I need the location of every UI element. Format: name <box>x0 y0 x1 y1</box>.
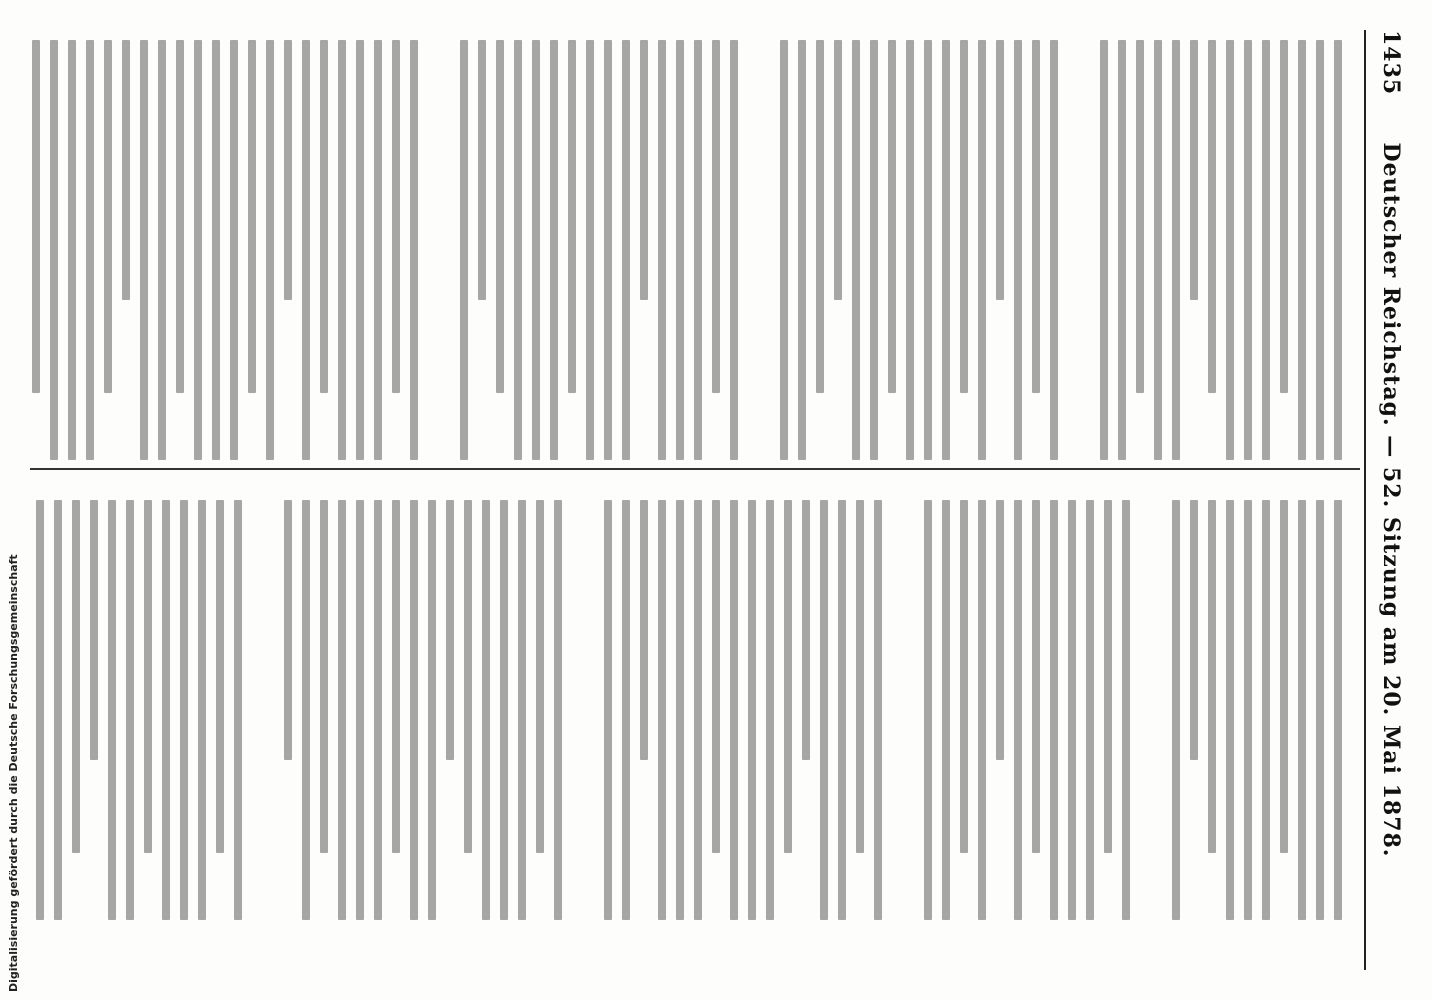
text-line-placeholder <box>694 40 702 460</box>
text-line-placeholder <box>284 40 292 300</box>
text-line-placeholder <box>676 500 684 920</box>
text-line-placeholder <box>978 40 986 460</box>
text-line-placeholder <box>712 500 720 853</box>
text-line-placeholder <box>942 500 950 920</box>
text-line-placeholder <box>90 500 98 760</box>
text-line-placeholder <box>1298 500 1306 920</box>
text-line-placeholder <box>1298 40 1306 460</box>
text-line-placeholder <box>496 40 504 393</box>
text-line-placeholder <box>604 40 612 460</box>
text-line-placeholder <box>266 40 274 460</box>
text-line-placeholder <box>1172 40 1180 460</box>
text-line-placeholder <box>158 40 166 460</box>
text-line-placeholder <box>374 500 382 920</box>
text-line-placeholder <box>924 500 932 920</box>
text-line-placeholder <box>676 40 684 460</box>
text-line-placeholder <box>1122 500 1130 920</box>
text-line-placeholder <box>212 40 220 460</box>
text-line-placeholder <box>428 500 436 920</box>
text-line-placeholder <box>748 500 756 920</box>
text-line-placeholder <box>86 40 94 460</box>
text-line-placeholder <box>834 40 842 300</box>
text-line-placeholder <box>1032 500 1040 853</box>
text-line-placeholder <box>838 500 846 920</box>
text-line-placeholder <box>36 500 44 920</box>
left-column <box>22 40 1352 460</box>
text-line-placeholder <box>1280 500 1288 853</box>
header-rule <box>1364 30 1366 970</box>
text-line-placeholder <box>1262 500 1270 920</box>
text-line-placeholder <box>1262 40 1270 460</box>
text-line-placeholder <box>54 500 62 920</box>
text-line-placeholder <box>302 40 310 460</box>
text-line-placeholder <box>464 500 472 853</box>
text-line-placeholder <box>72 500 80 853</box>
page-number: 1435 <box>1378 30 1404 96</box>
text-line-placeholder <box>532 40 540 460</box>
text-line-placeholder <box>1050 500 1058 920</box>
scan-credit <box>0 0 24 1000</box>
text-line-placeholder <box>622 40 630 460</box>
text-line-placeholder <box>108 500 116 920</box>
text-line-placeholder <box>870 40 878 460</box>
text-line-placeholder <box>482 500 490 920</box>
text-line-placeholder <box>1136 40 1144 393</box>
text-line-placeholder <box>1014 40 1022 460</box>
text-line-placeholder <box>216 500 224 853</box>
text-line-placeholder <box>356 40 364 460</box>
text-line-placeholder <box>568 40 576 393</box>
text-line-placeholder <box>1104 500 1112 853</box>
text-line-placeholder <box>410 500 418 920</box>
paragraph-break <box>748 40 770 460</box>
text-line-placeholder <box>1316 500 1324 920</box>
text-line-placeholder <box>554 500 562 920</box>
text-line-placeholder <box>1050 40 1058 460</box>
text-line-placeholder <box>730 500 738 920</box>
text-line-placeholder <box>780 40 788 460</box>
text-line-placeholder <box>500 500 508 920</box>
text-line-placeholder <box>68 40 76 460</box>
text-line-placeholder <box>1334 500 1342 920</box>
text-line-placeholder <box>284 500 292 760</box>
text-line-placeholder <box>338 500 346 920</box>
text-line-placeholder <box>1226 500 1234 920</box>
paragraph-break <box>1068 40 1090 460</box>
text-line-placeholder <box>338 40 346 460</box>
text-line-placeholder <box>410 40 418 460</box>
text-line-placeholder <box>996 40 1004 300</box>
text-line-placeholder <box>302 500 310 920</box>
text-line-placeholder <box>374 40 382 460</box>
right-column <box>22 500 1352 920</box>
text-line-placeholder <box>122 40 130 300</box>
text-line-placeholder <box>32 40 40 393</box>
text-line-placeholder <box>1316 40 1324 460</box>
text-line-placeholder <box>960 500 968 853</box>
paragraph-break <box>428 40 450 460</box>
text-line-placeholder <box>906 40 914 460</box>
text-line-placeholder <box>1244 40 1252 460</box>
text-line-placeholder <box>996 500 1004 760</box>
text-line-placeholder <box>104 40 112 393</box>
text-line-placeholder <box>1086 500 1094 920</box>
credit-text: Digitalisierung gefördert durch die Deutsche Forschungsgemeinschaft <box>7 554 20 992</box>
text-line-placeholder <box>198 500 206 920</box>
text-line-placeholder <box>1190 500 1198 760</box>
text-line-placeholder <box>888 40 896 393</box>
text-line-placeholder <box>144 500 152 853</box>
text-line-placeholder <box>622 500 630 920</box>
text-line-placeholder <box>162 500 170 920</box>
text-line-placeholder <box>856 500 864 853</box>
text-line-placeholder <box>1032 40 1040 393</box>
text-line-placeholder <box>140 40 148 460</box>
text-line-placeholder <box>518 500 526 920</box>
text-line-placeholder <box>194 40 202 460</box>
text-line-placeholder <box>392 40 400 393</box>
column-divider <box>30 468 1360 470</box>
text-line-placeholder <box>640 500 648 760</box>
text-line-placeholder <box>730 40 738 460</box>
text-line-placeholder <box>942 40 950 460</box>
text-line-placeholder <box>320 40 328 393</box>
text-line-placeholder <box>978 500 986 920</box>
text-line-placeholder <box>230 40 238 460</box>
text-line-placeholder <box>460 40 468 460</box>
text-line-placeholder <box>924 40 932 460</box>
text-line-placeholder <box>1014 500 1022 920</box>
text-line-placeholder <box>658 500 666 920</box>
paragraph-break <box>572 500 594 920</box>
paragraph-break <box>1140 500 1162 920</box>
text-line-placeholder <box>874 500 882 920</box>
text-line-placeholder <box>1190 40 1198 300</box>
text-line-placeholder <box>640 40 648 300</box>
text-line-placeholder <box>1100 40 1108 460</box>
text-line-placeholder <box>180 500 188 920</box>
text-line-placeholder <box>1226 40 1234 460</box>
text-line-placeholder <box>694 500 702 920</box>
text-line-placeholder <box>712 40 720 393</box>
text-line-placeholder <box>1068 500 1076 920</box>
paragraph-break <box>252 500 274 920</box>
text-line-placeholder <box>248 40 256 393</box>
running-header <box>1368 0 1404 1000</box>
text-line-placeholder <box>586 40 594 460</box>
text-line-placeholder <box>816 40 824 393</box>
text-line-placeholder <box>320 500 328 853</box>
text-line-placeholder <box>356 500 364 920</box>
text-line-placeholder <box>550 40 558 460</box>
text-line-placeholder <box>176 40 184 393</box>
text-line-placeholder <box>1280 40 1288 393</box>
text-line-placeholder <box>1172 500 1180 920</box>
text-line-placeholder <box>392 500 400 853</box>
text-line-placeholder <box>1118 40 1126 460</box>
text-line-placeholder <box>536 500 544 853</box>
text-line-placeholder <box>658 40 666 460</box>
text-line-placeholder <box>514 40 522 460</box>
text-line-placeholder <box>960 40 968 393</box>
text-line-placeholder <box>766 500 774 920</box>
text-line-placeholder <box>1244 500 1252 920</box>
text-line-placeholder <box>852 40 860 460</box>
text-line-placeholder <box>1334 40 1342 460</box>
text-line-placeholder <box>1208 40 1216 393</box>
text-line-placeholder <box>50 40 58 460</box>
text-line-placeholder <box>446 500 454 760</box>
text-line-placeholder <box>478 40 486 300</box>
paragraph-break <box>892 500 914 920</box>
text-line-placeholder <box>1208 500 1216 853</box>
text-line-placeholder <box>1154 40 1162 460</box>
text-line-placeholder <box>784 500 792 853</box>
text-line-placeholder <box>798 40 806 460</box>
text-line-placeholder <box>802 500 810 760</box>
text-line-placeholder <box>126 500 134 920</box>
text-line-placeholder <box>234 500 242 920</box>
text-line-placeholder <box>820 500 828 920</box>
text-line-placeholder <box>604 500 612 920</box>
header-title: Deutscher Reichstag. — 52. Sitzung am 20. Mai 1878. <box>1378 142 1404 858</box>
